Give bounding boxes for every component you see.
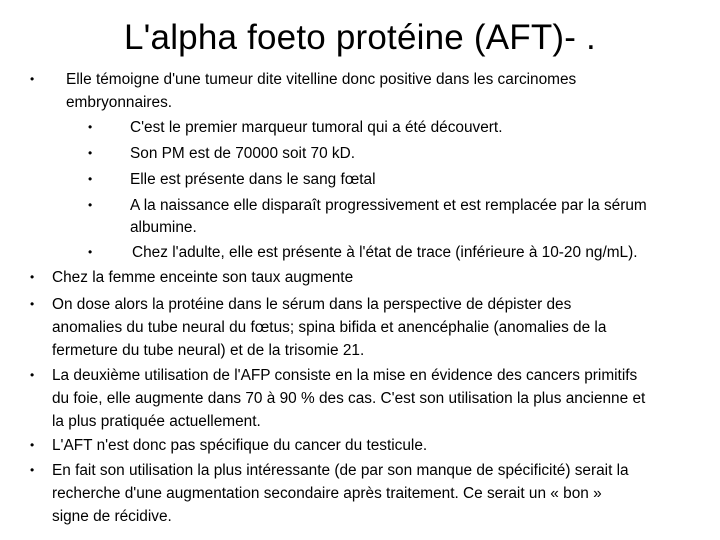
sub-bullet-text: Chez l'adulte, elle est présente à l'état de trace (inférieure à 10-20 ng/mL). [132, 244, 638, 261]
bullet-marker: • [30, 463, 35, 477]
sub-bullet-marker: • [88, 245, 93, 259]
bullet-text: Chez la femme enceinte son taux augmente [52, 269, 354, 286]
sub-bullet-marker: • [88, 120, 93, 134]
sub-bullet-text: A la naissance elle disparaît progressivement et est remplacée par la sérum [130, 197, 647, 214]
sub-bullet-text: albumine. [130, 219, 197, 236]
bullet-text: recherche d'une augmentation secondaire après traitement. Ce serait un « bon » [52, 485, 602, 502]
sub-bullet-marker: • [88, 172, 93, 186]
bullet-text: En fait son utilisation la plus intéressante (de par son manque de spécificité) serait la [52, 462, 629, 479]
bullet-marker: • [30, 297, 35, 311]
bullet-marker: • [30, 72, 35, 86]
sub-bullet-text: C'est le premier marqueur tumoral qui a été découvert. [130, 119, 503, 136]
slide-title: L'alpha foeto protéine (AFT)- . [123, 18, 596, 57]
bullet-text: signe de récidive. [52, 508, 172, 525]
intro-line-2: embryonnaires. [66, 94, 173, 111]
bullet-text: L'AFT n'est donc pas spécifique du cancer du testicule. [52, 437, 428, 454]
sub-bullet-marker: • [88, 146, 93, 160]
bullet-text: On dose alors la protéine dans le sérum dans la perspective de dépister des [52, 296, 572, 313]
bullet-marker: • [30, 438, 35, 452]
bullet-marker: • [30, 368, 35, 382]
sub-bullet-text: Elle est présente dans le sang fœtal [130, 171, 376, 188]
bullet-text: du foie, elle augmente dans 70 à 90 % des cas. C'est son utilisation la plus ancienne et [52, 390, 646, 407]
bullet-text: la plus pratiquée actuellement. [52, 413, 261, 430]
intro-line-1: Elle témoigne d'une tumeur dite vitelline donc positive dans les carcinomes [66, 71, 577, 88]
bullet-text: anomalies du tube neural du fœtus; spina bifida et anencéphalie (anomalies de la [52, 319, 607, 336]
sub-bullet-marker: • [88, 198, 93, 212]
sub-bullet-text: Son PM est de 70000 soit 70 kD. [130, 145, 356, 162]
bullet-text: fermeture du tube neural) et de la trisomie 21. [52, 342, 365, 359]
bullet-marker: • [30, 270, 35, 284]
bullet-text: La deuxième utilisation de l'AFP consiste en la mise en évidence des cancers primitifs [52, 367, 638, 384]
